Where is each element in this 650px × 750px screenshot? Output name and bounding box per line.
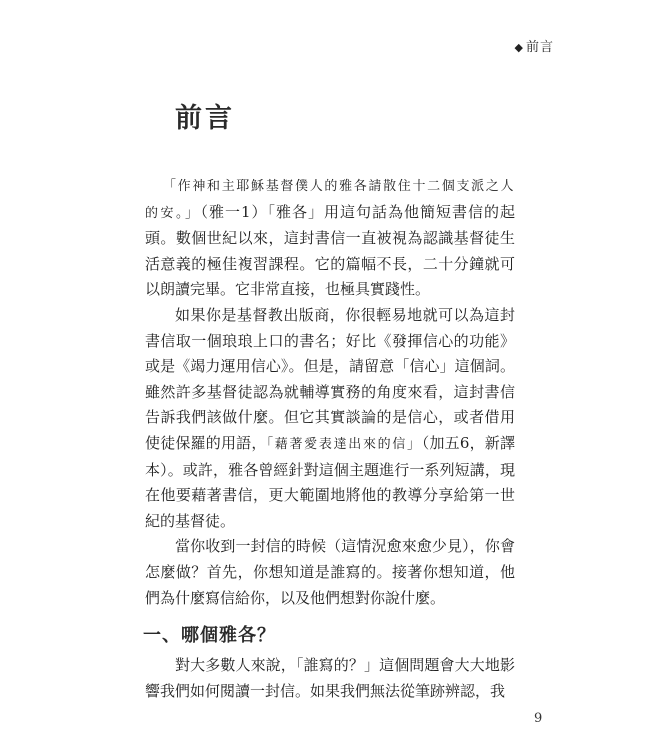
paragraph-2-text-a: 如果你是基督教出版商，你很輕易地就可以為這封書信取一個琅琅上口的書名；好比《發揮信心的功能》或是《竭力運用信心》。但是，請留意「信心」這個詞。雖然許多基督徒認為就輔導實務的角度來看，這封書信告訴我們該做什麼。但它其實談論的是信心，或者借用使徒保羅的用語， bbox=[145, 305, 515, 452]
scripture-quote: 「作神和主耶穌基督僕人的雅各請散住十二個支派之人的安。」 bbox=[145, 179, 515, 221]
diamond-icon: ◆ bbox=[514, 41, 524, 54]
chapter-title: 前言 bbox=[175, 103, 235, 134]
paragraph-2 bbox=[145, 303, 515, 534]
running-header bbox=[515, 36, 554, 55]
running-title: 前言 bbox=[525, 40, 554, 55]
scripture-quote: 「藉著愛表達出來的信」 bbox=[266, 436, 422, 452]
section-heading: 一、哪個雅各？ bbox=[143, 625, 276, 647]
page-number: 9 bbox=[534, 711, 543, 726]
paragraph-1 bbox=[145, 173, 515, 303]
paragraph-1-text: （雅一1）「雅各」用這句話為他簡短書信的起頭。數個世紀以來，這封書信一直被視為認識基督徒生活意義的極佳複習課程。它的篇幅不長，二十分鐘就可以朗讀完畢。它非常直接，也極具實踐性。 bbox=[145, 202, 515, 299]
paragraph-3: 當你收到一封信的時候（這情況愈來愈少見），你會怎麼做？首先，你想知道是誰寫的。接著你想知道，他們為什麼寫信給你，以及他們想對你說什麼。 bbox=[145, 537, 515, 607]
paragraph-2-text-b: （加五6，新譯本）。或許，雅各曾經針對這個主題進行一系列短講，現在他要藉著書信，更大範圍地將他的教導分享給第一世紀的基督徒。 bbox=[145, 433, 515, 530]
section-paragraph-1: 對大多數人來說，「誰寫的？」這個問題會大大地影響我們如何閱讀一封信。如果我們無法從筆跡辨認，我 bbox=[145, 656, 515, 700]
body-text bbox=[145, 173, 515, 704]
